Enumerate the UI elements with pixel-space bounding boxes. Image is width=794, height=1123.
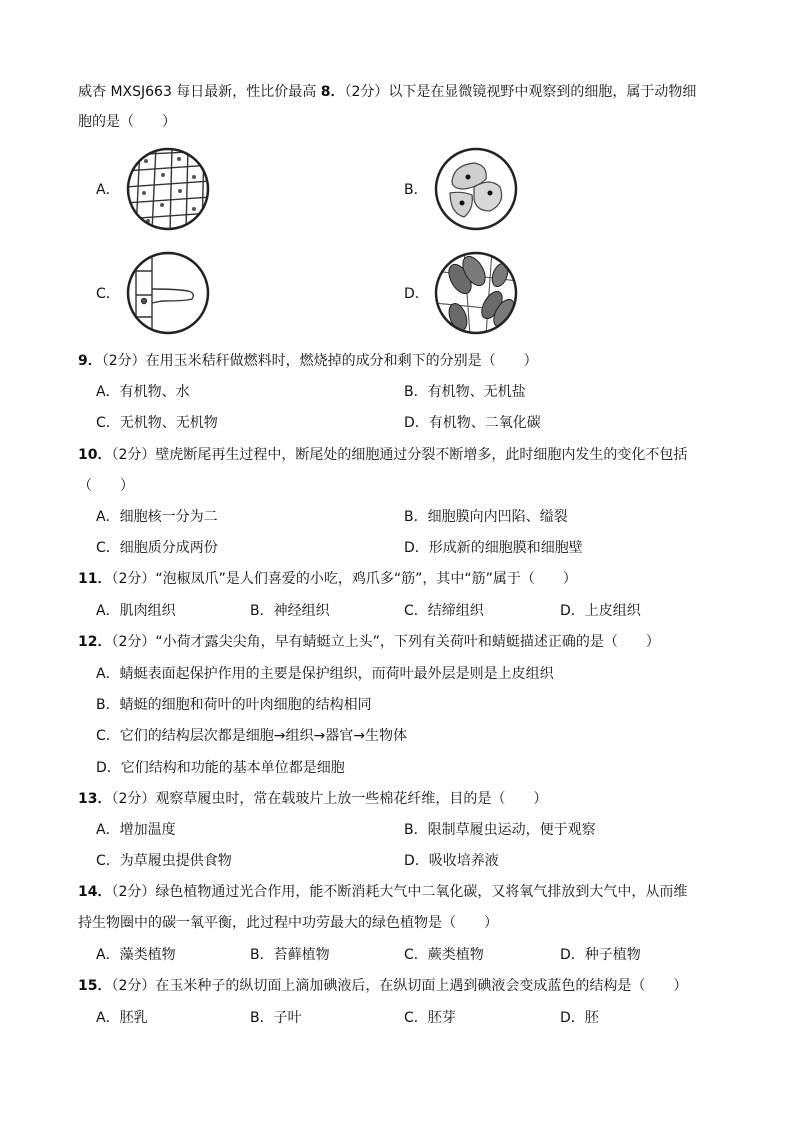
question-13-option-c: C．为草履虫提供食物	[96, 853, 232, 869]
question-14-number: 14．	[78, 884, 112, 900]
question-14-option-b: B．苔藓植物	[250, 947, 330, 963]
root-hair-cell-icon	[126, 251, 210, 335]
question-10-option-a: A．细胞核一分为二	[96, 509, 218, 525]
question-15-stem: （2分）在玉米种子的纵切面上滴加碘液后，在纵切面上遇到碘液会变成蓝色的结构是（ ）	[111, 978, 688, 994]
question-9-option-b: B．有机物、无机盐	[404, 384, 526, 400]
question-10-option-c: C．细胞质分成两份	[96, 540, 218, 556]
question-8-option-b-label: B．	[404, 182, 428, 198]
question-13-option-d: D．吸收培养液	[404, 853, 499, 869]
question-13-option-a: A．增加温度	[96, 822, 176, 838]
question-15-option-b: B．子叶	[250, 1010, 302, 1026]
question-10-option-d: D．形成新的细胞膜和细胞壁	[404, 540, 583, 556]
question-10-number: 10．	[78, 447, 112, 463]
question-11-option-d: D．上皮组织	[560, 603, 641, 619]
question-9-option-d: D．有机物、二氧化碳	[404, 415, 541, 431]
question-8-number: 8．	[320, 84, 345, 100]
question-11-option-a: A．肌肉组织	[96, 603, 176, 619]
question-11-stem-line	[78, 569, 577, 589]
guard-cells-stoma-icon	[434, 251, 518, 335]
question-15-option-d: D．胚	[560, 1010, 599, 1026]
question-9-option-c: C．无机物、无机物	[96, 415, 218, 431]
question-12-option-a: A．蜻蜓表面起保护作用的主要是保护组织，而荷叶最外层是则是上皮组织	[96, 666, 554, 682]
question-11-option-b: B．神经组织	[250, 603, 330, 619]
question-14-option-d: D．种子植物	[560, 947, 641, 963]
question-15-option-a: A．胚乳	[96, 1010, 148, 1026]
question-12-number: 12．	[78, 634, 112, 650]
question-10-stem: （2分）壁虎断尾再生过程中，断尾处的细胞通过分裂不断增多，此时细胞内发生的变化不包括	[111, 447, 688, 463]
question-10-stem-line-2: （ ）	[78, 478, 134, 494]
question-9-stem: （2分）在用玉米秸秆做燃料时，燃烧掉的成分和剩下的分别是（ ）	[101, 353, 538, 369]
question-9-option-a: A．有机物、水	[96, 384, 190, 400]
question-12-option-c: C．它们的结构层次都是细胞→组织→器官→生物体	[96, 728, 407, 744]
question-14-option-a: A．藻类植物	[96, 947, 176, 963]
plant-epidermis-cells-icon	[126, 147, 210, 231]
question-13-number: 13．	[78, 791, 112, 807]
question-11-number: 11．	[78, 571, 112, 587]
question-8-stem-line-1	[78, 82, 696, 102]
question-13-stem-line	[78, 789, 547, 809]
question-9-stem-line	[78, 351, 538, 371]
question-9-number: 9．	[78, 353, 102, 369]
question-12-option-b: B．蜻蜓的细胞和荷叶的叶肉细胞的结构相同	[96, 697, 372, 713]
question-8-stem: （2分）以下是在显微镜视野中观察到的细胞，属于动物细	[344, 84, 697, 100]
question-13-option-b: B．限制草履虫运动，便于观察	[404, 822, 596, 838]
question-12-stem: （2分）“小荷才露尖尖角，早有蜻蜓立上头”，下列有关荷叶和蜻蜓描述正确的是（ ）	[111, 634, 660, 650]
question-15-number: 15．	[78, 978, 112, 994]
question-8-option-d-label: D．	[404, 286, 429, 302]
question-14-stem-line-1	[78, 882, 687, 902]
question-11-stem: （2分）“泡椒凤爪”是人们喜爱的小吃，鸡爪多“筋”，其中“筋”属于（ ）	[111, 571, 577, 587]
question-12-option-d: D．它们结构和功能的基本单位都是细胞	[96, 760, 345, 776]
animal-cells-icon	[434, 147, 518, 231]
question-8-stem-line-2: 胞的是（ ）	[78, 114, 176, 130]
question-12-stem-line	[78, 632, 660, 652]
question-14-stem-line-2: 持生物圈中的碳一氧平衡，此过程中功劳最大的绿色植物是（ ）	[78, 915, 498, 931]
question-15-stem-line	[78, 976, 687, 996]
question-14-stem: （2分）绿色植物通过光合作用，能不断消耗大气中二氧化碳，又将氧气排放到大气中，从而维	[111, 884, 688, 900]
question-14-option-c: C．蕨类植物	[404, 947, 484, 963]
header-watermark: 威杏 MXSJ663 每日最新，性比价最高	[78, 84, 317, 100]
question-11-option-c: C．结缔组织	[404, 603, 484, 619]
question-15-option-c: C．胚芽	[404, 1010, 456, 1026]
question-13-stem: （2分）观察草履虫时，常在载玻片上放一些棉花纤维，目的是（ ）	[111, 791, 548, 807]
question-10-stem-line-1	[78, 445, 687, 465]
question-10-option-b: B．细胞膜向内凹陷、缢裂	[404, 509, 568, 525]
question-8-option-a-label: A．	[96, 182, 120, 198]
question-8-option-c-label: C．	[96, 286, 120, 302]
